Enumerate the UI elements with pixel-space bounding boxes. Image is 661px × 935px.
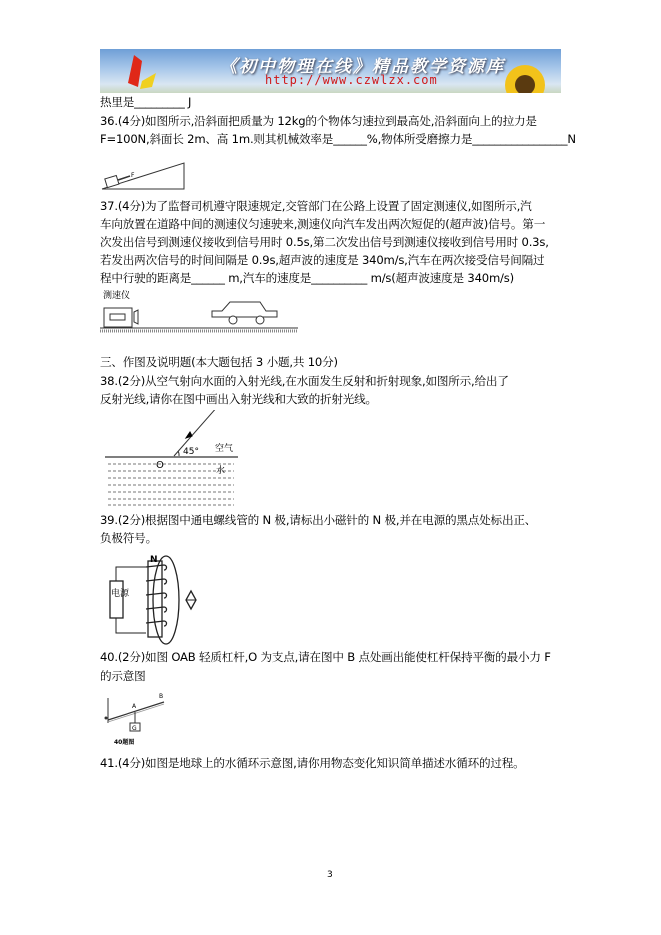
header-banner bbox=[100, 49, 561, 93]
speed-detector-figure bbox=[100, 288, 300, 333]
point-b-label: B bbox=[159, 693, 164, 700]
figure-caption: 40题图 bbox=[114, 739, 135, 746]
north-pole-label: N bbox=[150, 555, 158, 565]
page-number: 3 bbox=[327, 870, 333, 880]
sunflower-icon bbox=[495, 59, 555, 93]
force-label: F bbox=[131, 172, 135, 179]
q37-line2: 车向放置在道路中间的测速仪匀速驶来,测速仪向汽车发出两次短促的(超声波)信号。第一 bbox=[100, 217, 546, 231]
q37-line4: 若发出两次信号的时间间隔是 0.9s,超声波的速度是 340m/s,汽车在两次接受信号间隔过 bbox=[100, 253, 545, 267]
q38-line2: 反射光线,请你在图中画出入射光线和大致的折射光线。 bbox=[100, 392, 377, 406]
q37-line3: 次发出信号到测速仪接收到信号用时 0.5s,第二次发出信号到测速仪接收到信号用时 0.3s, bbox=[100, 235, 549, 249]
q36-line2: F=100N,斜面长 2m、高 1m.则其机械效率是______%,物体所受磨擦力是_________________N bbox=[100, 132, 576, 146]
banner-url: http://www.czwlzx.com bbox=[265, 73, 438, 87]
q39-line1: 39.(2分)根据图中通电螺线管的 N 极,请标出小磁针的 N 极,并在电源的黑点处标出正、 bbox=[100, 513, 537, 527]
q36-line1: 36.(4分)如图所示,沿斜面把质量为 12kg的个物体匀速拉到最高处,沿斜面向上的拉力是 bbox=[100, 114, 537, 128]
banner-title: 《初中物理在线》精品教学资源库 bbox=[220, 57, 505, 77]
solenoid-figure bbox=[100, 553, 205, 645]
q39-line2: 负极符号。 bbox=[100, 531, 157, 545]
air-label: 空气 bbox=[215, 444, 234, 454]
section-3-heading: 三、作图及说明题(本大题包括 3 小题,共 10分) bbox=[100, 355, 338, 369]
lever-figure bbox=[100, 690, 175, 748]
point-a-label: A bbox=[132, 703, 137, 710]
speed-detector-label: 测速仪 bbox=[103, 291, 131, 301]
water-label: 水 bbox=[216, 466, 226, 476]
q37-line1: 37.(4分)为了监督司机遵守限速规定,交管部门在公路上设置了固定测速仪,如图所示,汽 bbox=[100, 199, 532, 213]
q40-line2: 的示意图 bbox=[100, 669, 146, 683]
point-o-label: O bbox=[156, 460, 164, 471]
q38-line1: 38.(2分)从空气射向水面的入射光线,在水面发生反射和折射现象,如图所示,给出了 bbox=[100, 374, 509, 388]
power-source-label: 电源 bbox=[111, 589, 130, 599]
angle-label: 45° bbox=[183, 447, 199, 457]
logo-icon bbox=[120, 53, 160, 91]
light-reflection-figure bbox=[100, 410, 245, 508]
incline-figure bbox=[100, 160, 190, 195]
weight-g-label: G bbox=[132, 725, 137, 732]
q41-line: 41.(4分)如图是地球上的水循环示意图,请你用物态变化知识简单描述水循环的过程。 bbox=[100, 756, 525, 770]
q40-line1: 40.(2分)如图 OAB 轻质杠杆,O 为支点,请在图中 B 点处画出能使杠杆保持平衡的最小力 F bbox=[100, 650, 551, 664]
q37-line5: 程中行驶的距离是______ m,汽车的速度是__________ m/s(超声波速度是 340m/s) bbox=[100, 271, 514, 285]
previous-question-tail: 热里是_________ J bbox=[100, 95, 192, 109]
